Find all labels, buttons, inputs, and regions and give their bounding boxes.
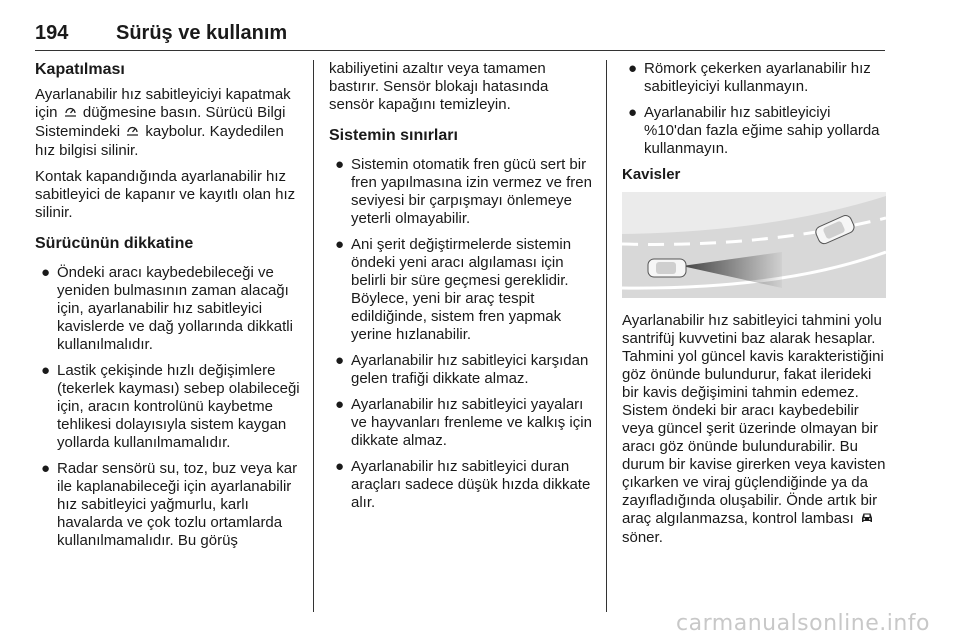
list-item: ● Ayarlanabilir hız sabitleyici karşıdan gelen trafiği dikkate almaz. [335, 352, 589, 387]
list-item: ● Radar sensörü su, toz, buz veya kar ile kaplanabileceği için ayarlanabilir hız sabitleyici yağmurlu, karlı havalarda ve çok tozlu ortamlarda kullanılmamalıdır. Bu görüş [41, 460, 298, 549]
section-heading-deactivation: Kapatılması [35, 61, 125, 78]
bullet-list [35, 264, 300, 550]
column-divider [313, 60, 314, 612]
curve-road-diagram [622, 192, 886, 298]
cruise-control-icon [64, 105, 77, 123]
paragraph-deactivation: Ayarlanabilir hız sabitleyiciyi kapatmak için düğmesine basın. Sürücü Bilgi Sistemindeki kaybolur. Kaydedilen hız bilgisi silinir. [35, 86, 291, 159]
column-divider [606, 60, 607, 612]
column-right [622, 60, 887, 555]
bullet-list [329, 156, 594, 512]
list-item: ● Ayarlanabilir hız sabitleyici duran araçları sadece düşük hızda dikkate alır. [335, 458, 591, 511]
cruise-control-icon [126, 124, 139, 142]
list-item: ● Ayarlanabilir hız sabitleyici yayaları ve hayvanları frenleme ve kalkış için dikkate almaz. [335, 396, 592, 449]
list-item: ● Römork çekerken ayarlanabilir hız sabitleyiciyi kullanmayın. [628, 60, 871, 95]
column-left [35, 60, 300, 558]
curve-illustration [622, 192, 886, 298]
list-item: ● Lastik çekişinde hızlı değişimlere (tekerlek kayması) sebep olabileceği için, aracın kontrolünü kaybetme tehlikesi dolayısıyla sistem kaygan yollarda kullanılmamalıdır. [41, 362, 300, 451]
bullet-list [622, 60, 887, 158]
paragraph-continued: kabiliyetini azaltır veya tamamen bastırır. Sensör blokajı hatasında sensör kapağını temizleyin. [329, 60, 549, 113]
list-item: ● Ani şerit değiştirmelerde sistemin öndeki yeni aracı algılaması için belirli bir süre geçmesi gereklidir. Böylece, yeni bir araç tespit edildiğinde, sistem fren yapmak yerine hızlanabilir. [335, 236, 572, 343]
list-item: ● Öndeki aracı kaybedebileceği ve yeniden bulmasının zaman alacağı için, ayarlanabilir hız sabitleyici kavislerde ve dağ yollarında dikkatli kullanılmalıdır. [41, 264, 293, 353]
paragraph-curves: Ayarlanabilir hız sabitleyici tahmini yolu santrifüj kuvvetini baz alarak hesaplar. Tahmini yol güncel kavis karakteristiğini göz önünde bulundurur, fakat ilerideki bir kavis değişimini tahmin edemez. Sistem öndeki bir aracı kaybedebilir veya güncel şerit üzerinde olmayan bir aracı göz önünde bulundurabilir. Bu durum bir kavise girerken veya kavisten çıkarken ve viraj güçlendiğinde ya da zayıfladığında oluşabilir. Önde artık bir araç algılanmazsa, kontrol lambası söner. [622, 312, 886, 546]
column-middle [329, 60, 594, 520]
section-heading-curves: Kavisler [622, 166, 681, 183]
list-item: ● Ayarlanabilir hız sabitleyiciyi %10'dan fazla eğime sahip yollarda kullanmayın. [628, 104, 880, 157]
list-item: ● Sistemin otomatik fren gücü sert bir fren yapılmasına izin vermez ve fren seviyesi bir çarpışmayı önlemeye yeterli olmayabilir. [335, 156, 592, 227]
page-number: 194 [35, 22, 69, 44]
section-heading-system-limits: Sistemin sınırları [329, 127, 458, 144]
own-vehicle [648, 259, 686, 277]
page-header [35, 20, 885, 51]
watermark: carmanualsonline.info [676, 611, 930, 636]
section-heading-driver-attention: Sürücünün dikkatine [35, 235, 194, 252]
running-title: Sürüş ve kullanım [116, 22, 288, 44]
paragraph-ignition-off: Kontak kapandığında ayarlanabilir hız sabitleyici de kapanır ve kayıtlı olan hız silinir. [35, 168, 296, 221]
car-ahead-indicator-icon [860, 511, 874, 529]
